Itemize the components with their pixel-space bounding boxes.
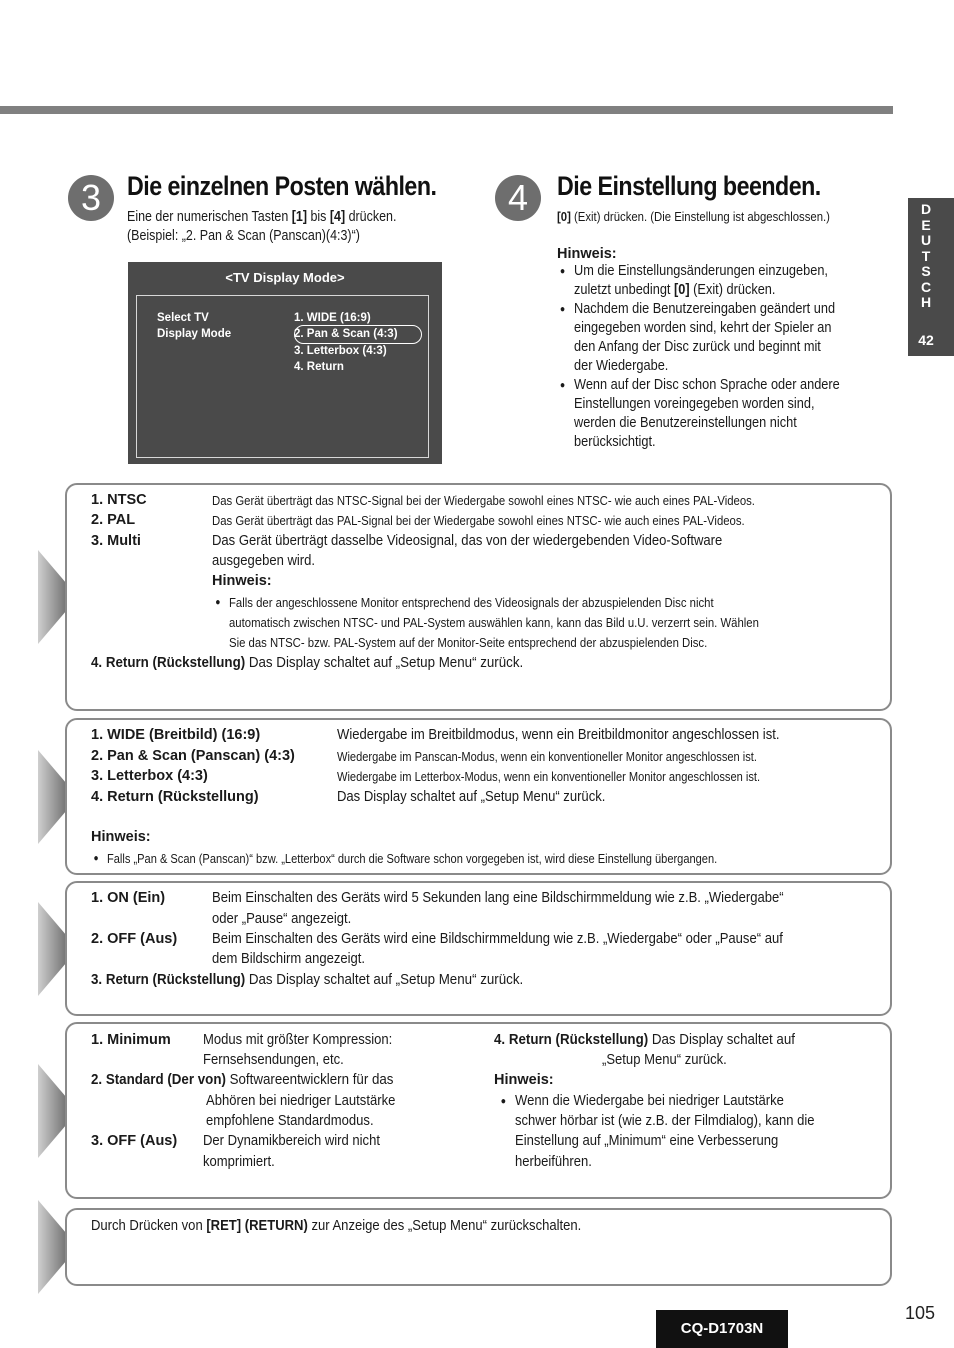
box1-note: Sie das NTSC- bzw. PAL-System auf der Monitor-Seite entsprechend der abzuspielenden Disc.	[229, 635, 708, 650]
note-line: berücksichtigt.	[574, 434, 656, 450]
tab-letter: U	[920, 232, 932, 248]
tab-letter: C	[920, 278, 932, 295]
step-4-instruction	[557, 207, 830, 226]
note-line: der Wiedergabe.	[574, 358, 669, 374]
step-3-example: (Beispiel: „2. Pan & Scan (Panscan)(4:3)“)	[127, 228, 360, 244]
language-tab	[908, 198, 954, 356]
option-ntsc-desc: Das Gerät überträgt das NTSC-Signal bei der Wiedergabe sowohl eines NTSC- wie auch eines PAL-Videos.	[212, 493, 755, 508]
option-return	[91, 654, 523, 673]
step-3-text: drücken.	[345, 209, 397, 225]
option-return-desc: „Setup Menu“ zurück.	[602, 1052, 727, 1068]
tv-display-screen	[128, 262, 442, 464]
option-wide: 1. WIDE (Breitbild) (16:9)	[91, 727, 261, 743]
option-pan-scan-desc: Wiedergabe im Panscan-Modus, wenn ein konventioneller Monitor angeschlossen ist.	[337, 749, 757, 764]
option-multi: 3. Multi	[91, 533, 141, 549]
option-on: 1. ON (Ein)	[91, 890, 166, 906]
tab-letter: E	[921, 216, 931, 233]
note-text: zuletzt unbedingt	[574, 282, 675, 298]
page-number: 105	[905, 1303, 936, 1323]
box2-hinweis: Hinweis:	[91, 829, 151, 845]
tv-option: 4. Return	[294, 361, 344, 373]
return-desc: Das Display schaltet auf „Setup Menu“ zurück.	[245, 972, 524, 988]
box1-hinweis: Hinweis:	[212, 573, 272, 589]
tv-system-box	[65, 483, 892, 711]
return-instruction-text: Durch Drücken von	[91, 1218, 207, 1234]
note-text: (Exit) drücken.	[689, 282, 776, 298]
step-3-badge: 3	[68, 175, 114, 221]
tv-option-selected: 2. Pan & Scan (4:3)	[294, 328, 398, 340]
return-label: 3. Return (Rückstellung)	[91, 972, 246, 988]
return-label: 4. Return (Rückstellung)	[494, 1032, 649, 1048]
top-divider	[0, 106, 893, 114]
key-4: [4]	[329, 209, 346, 225]
step-3-instruction	[127, 208, 396, 227]
box4-note: herbeiführen.	[515, 1154, 592, 1170]
box4-note: Einstellung auf „Minimum“ eine Verbesserung	[515, 1133, 779, 1149]
tv-screen-frame	[136, 295, 429, 458]
option-minimum-desc: Fernsehsendungen, etc.	[203, 1052, 344, 1068]
option-off-desc: Der Dynamikbereich wird nicht	[203, 1133, 380, 1149]
option-return: 4. Return (Rückstellung)	[91, 789, 259, 805]
on-screen-messages-box	[65, 881, 892, 1016]
standard-label: 2. Standard (Der von)	[91, 1072, 226, 1088]
box1-note: automatisch zwischen NTSC- und PAL-System auswählen kann, kann das Bild u.U. verzerrt sein. Wählen	[229, 615, 759, 630]
option-off: 3. OFF (Aus)	[91, 1133, 178, 1149]
tv-screen-title: <TV Display Mode>	[225, 270, 345, 285]
return-instruction-box	[65, 1208, 892, 1286]
step-3-title: Die einzelnen Posten wählen.	[127, 171, 437, 201]
option-off: 2. OFF (Aus)	[91, 931, 178, 947]
option-multi-desc: Das Gerät überträgt dasselbe Videosignal, das von der wiedergebenden Video-Software	[212, 533, 723, 549]
option-minimum: 1. Minimum	[91, 1032, 171, 1048]
tv-label-select: Select TV	[157, 312, 209, 324]
tab-letter: T	[921, 247, 931, 264]
return-instruction	[91, 1217, 581, 1236]
key-0: [0]	[557, 209, 571, 224]
box2-note: ● Falls „Pan & Scan (Panscan)“ bzw. „Letterbox“ durch die Software schon vorgegeben ist, wird diese Einstellung übergangen.	[107, 849, 717, 868]
model-number: CQ-D1703N	[656, 1310, 788, 1348]
option-letterbox: 3. Letterbox (4:3)	[91, 768, 208, 784]
section-page-number: 42	[918, 332, 934, 348]
box4-hinweis: Hinweis:	[494, 1072, 554, 1088]
option-standard	[91, 1071, 393, 1090]
dynamic-range-box	[65, 1022, 892, 1199]
option-minimum-desc: Modus mit größter Kompression:	[203, 1032, 393, 1048]
option-on-desc: oder „Pause“ angezeigt.	[212, 911, 352, 927]
option-return-desc: Das Display schaltet auf „Setup Menu“ zurück.	[337, 789, 606, 805]
note-line: eingegeben worden sind, kehrt der Spieler an	[574, 320, 832, 336]
note-line: den Anfang der Disc zurück und beginnt mit	[574, 339, 821, 355]
option-off-desc: komprimiert.	[203, 1154, 275, 1170]
note-line: werden die Benutzereinstellungen nicht	[574, 415, 797, 431]
note-line: Einstellungen voreingegeben worden sind,	[574, 396, 815, 412]
box1-note: ● Falls der angeschlossene Monitor entsprechend des Videosignals der abzuspielenden Disc nicht	[229, 593, 714, 612]
option-pal-desc: Das Gerät überträgt das PAL-Signal bei der Wiedergabe sowohl eines NTSC- wie auch eines PAL-Videos.	[212, 513, 745, 528]
step-3-text: bis	[307, 209, 330, 225]
return-desc: Das Display schaltet auf „Setup Menu“ zurück.	[245, 655, 524, 671]
option-on-desc: Beim Einschalten des Geräts wird 5 Sekunden lang eine Bildschirmmeldung wie z.B. „Wiedergabe“	[212, 890, 784, 906]
return-desc: Das Display schaltet auf	[648, 1032, 795, 1048]
option-return	[91, 971, 523, 990]
standard-desc: Softwareentwicklern für das	[225, 1072, 394, 1088]
step-4-title: Die Einstellung beenden.	[557, 171, 821, 201]
option-pan-scan: 2. Pan & Scan (Panscan) (4:3)	[91, 748, 295, 764]
step-4-hinweis: Hinweis:	[557, 246, 617, 262]
tab-letter: S	[921, 263, 931, 279]
step-3-text: Eine der numerischen Tasten	[127, 209, 292, 225]
language-letters	[908, 202, 944, 311]
tv-option: 1. WIDE (16:9)	[294, 312, 371, 324]
return-instruction-text: zur Anzeige des „Setup Menu“ zurückschalten.	[307, 1218, 582, 1234]
key-1: [1]	[291, 209, 308, 225]
option-off-desc: dem Bildschirm angezeigt.	[212, 951, 366, 967]
ret-key: [RET] (RETURN)	[206, 1218, 308, 1234]
tab-letter: D	[920, 201, 932, 217]
box4-note: ● Wenn die Wiedergabe bei niedriger Lautstärke	[515, 1092, 784, 1111]
option-letterbox-desc: Wiedergabe im Letterbox-Modus, wenn ein konventioneller Monitor angeschlossen ist.	[337, 769, 761, 784]
box4-note: schwer hörbar ist (wie z.B. der Filmdialog), kann die	[515, 1113, 815, 1129]
step-4-text: (Exit) drücken. (Die Einstellung ist abgeschlossen.)	[570, 209, 830, 224]
option-standard-desc: empfohlene Standardmodus.	[206, 1113, 374, 1129]
tab-letter: H	[920, 294, 932, 310]
tv-option: 3. Letterbox (4:3)	[294, 345, 387, 357]
step-4-notes	[574, 262, 840, 452]
note-bullet: ● Wenn auf der Disc schon Sprache oder andere	[574, 376, 840, 395]
step-4-badge: 4	[495, 175, 541, 221]
key-0: [0]	[674, 282, 690, 298]
note-bullet: ● Um die Einstellungsänderungen einzugeben,	[574, 262, 840, 281]
note-bullet: ● Nachdem die Benutzereingaben geändert und	[574, 300, 840, 319]
option-standard-desc: Abhören bei niedriger Lautstärke	[206, 1093, 396, 1109]
option-ntsc: 1. NTSC	[91, 492, 147, 508]
option-wide-desc: Wiedergabe im Breitbildmodus, wenn ein Breitbildmonitor angeschlossen ist.	[337, 727, 780, 743]
option-multi-desc: ausgegeben wird.	[212, 553, 316, 569]
tv-label-display-mode: Display Mode	[157, 328, 232, 340]
note-line	[574, 281, 840, 300]
option-pal: 2. PAL	[91, 512, 136, 528]
return-label: 4. Return (Rückstellung)	[91, 655, 246, 671]
option-return	[494, 1031, 795, 1050]
tv-display-mode-box	[65, 718, 892, 875]
option-off-desc: Beim Einschalten des Geräts wird eine Bildschirmmeldung wie z.B. „Wiedergabe“ oder „Pause“ auf	[212, 931, 783, 947]
